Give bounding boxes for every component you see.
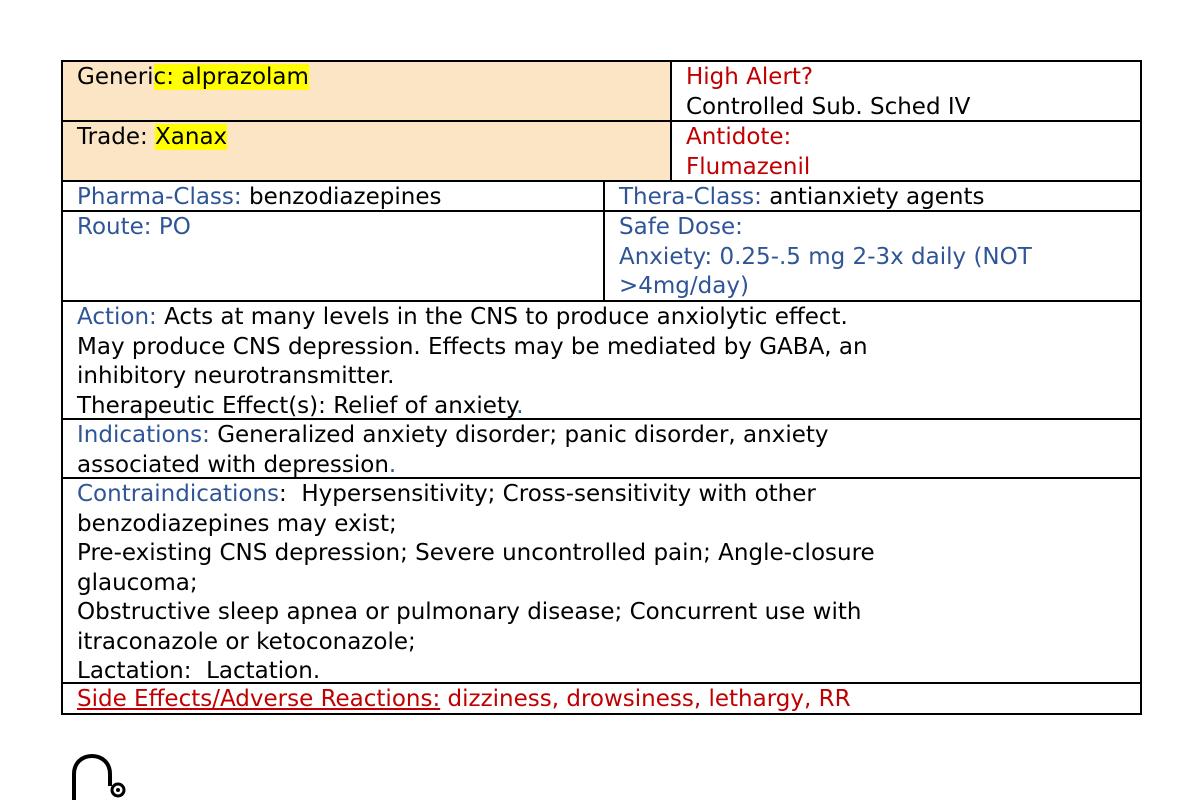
thera-class-value: antianxiety agents <box>761 184 985 210</box>
side-effects-label: Side Effects/Adverse Reactions: <box>77 686 441 712</box>
thera-class-label: Thera-Class: <box>619 184 762 210</box>
generic-cell <box>63 62 670 120</box>
indications-cell <box>63 420 1140 477</box>
row-contraindications <box>61 477 1142 682</box>
safe-dose-cell <box>603 212 1140 300</box>
indications-label: Indications: <box>77 422 210 448</box>
trade-label: Trade: <box>77 124 156 150</box>
generic-label-start: Generi <box>77 64 154 90</box>
side-effects-text: dizziness, drowsiness, lethargy, RR <box>440 686 851 712</box>
contraindications-line4: glaucoma; <box>77 569 198 596</box>
indications-line2: associated with depression <box>77 451 389 478</box>
high-alert-label: High Alert? <box>686 64 814 90</box>
generic-label-end: c: <box>153 64 182 90</box>
indications-text: Generalized anxiety disorder; panic disorder, anxiety <box>209 422 829 448</box>
safe-dose-label: Safe Dose: <box>619 214 743 240</box>
antidote-cell <box>670 122 1140 180</box>
action-text: Acts at many levels in the CNS to produce anxiolytic effect. <box>156 304 848 330</box>
action-label: Action: <box>77 304 157 330</box>
safe-dose-line2: >4mg/day) <box>619 273 749 299</box>
therapeutic-effect-period: . <box>516 392 524 419</box>
row-generic <box>61 60 1142 120</box>
pharma-class-value: benzodiazepines <box>241 184 442 210</box>
row-class <box>61 180 1142 210</box>
contraindications-line3: Pre-existing CNS depression; Severe uncontrolled pain; Angle-closure <box>77 540 875 566</box>
thera-class-cell <box>603 182 1140 210</box>
therapeutic-effect: Therapeutic Effect(s): Relief of anxiety <box>77 392 517 419</box>
action-line3: inhibitory neurotransmitter. <box>77 363 395 389</box>
antidote-value: Flumazenil <box>686 153 811 180</box>
contraindications-line6: itraconazole or ketoconazole; <box>77 628 416 655</box>
table-bottom-border <box>61 713 1142 715</box>
row-side-effects <box>61 682 1142 713</box>
high-alert-cell <box>670 62 1140 120</box>
indications-period: . <box>388 451 397 478</box>
row-trade <box>61 120 1142 180</box>
action-line2: May produce CNS depression. Effects may be mediated by GABA, an <box>77 333 868 360</box>
action-cell <box>63 302 1140 418</box>
route-cell <box>63 212 603 300</box>
trade-value: Xanax <box>155 124 228 150</box>
contraindications-line2: benzodiazepines may exist; <box>77 510 397 537</box>
high-alert-value: Controlled Sub. Sched IV <box>686 93 971 120</box>
trade-cell <box>63 122 670 180</box>
row-dose <box>61 210 1142 300</box>
safe-dose-line1: Anxiety: 0.25-.5 mg 2-3x daily (NOT <box>619 243 1032 270</box>
stethoscope-icon <box>66 742 130 806</box>
contraindications-cell <box>63 479 1140 682</box>
contraindications-line5: Obstructive sleep apnea or pulmonary disease; Concurrent use with <box>77 599 862 625</box>
pharma-class-label: Pharma-Class: <box>77 184 242 210</box>
contraindications-line7: Lactation: Lactation. <box>77 658 321 684</box>
row-action <box>61 300 1142 418</box>
contraindications-label: Contraindications <box>77 481 280 507</box>
antidote-label: Antidote: <box>686 124 792 150</box>
contraindications-line1: Hypersensitivity; Cross-sensitivity with other <box>286 481 816 507</box>
generic-value: alprazolam <box>181 64 309 90</box>
contraindications-colon: : <box>279 481 287 507</box>
side-effects-cell <box>63 684 1140 713</box>
pharma-class-cell <box>63 182 603 210</box>
route-label: Route: PO <box>77 214 191 240</box>
row-indications <box>61 418 1142 477</box>
